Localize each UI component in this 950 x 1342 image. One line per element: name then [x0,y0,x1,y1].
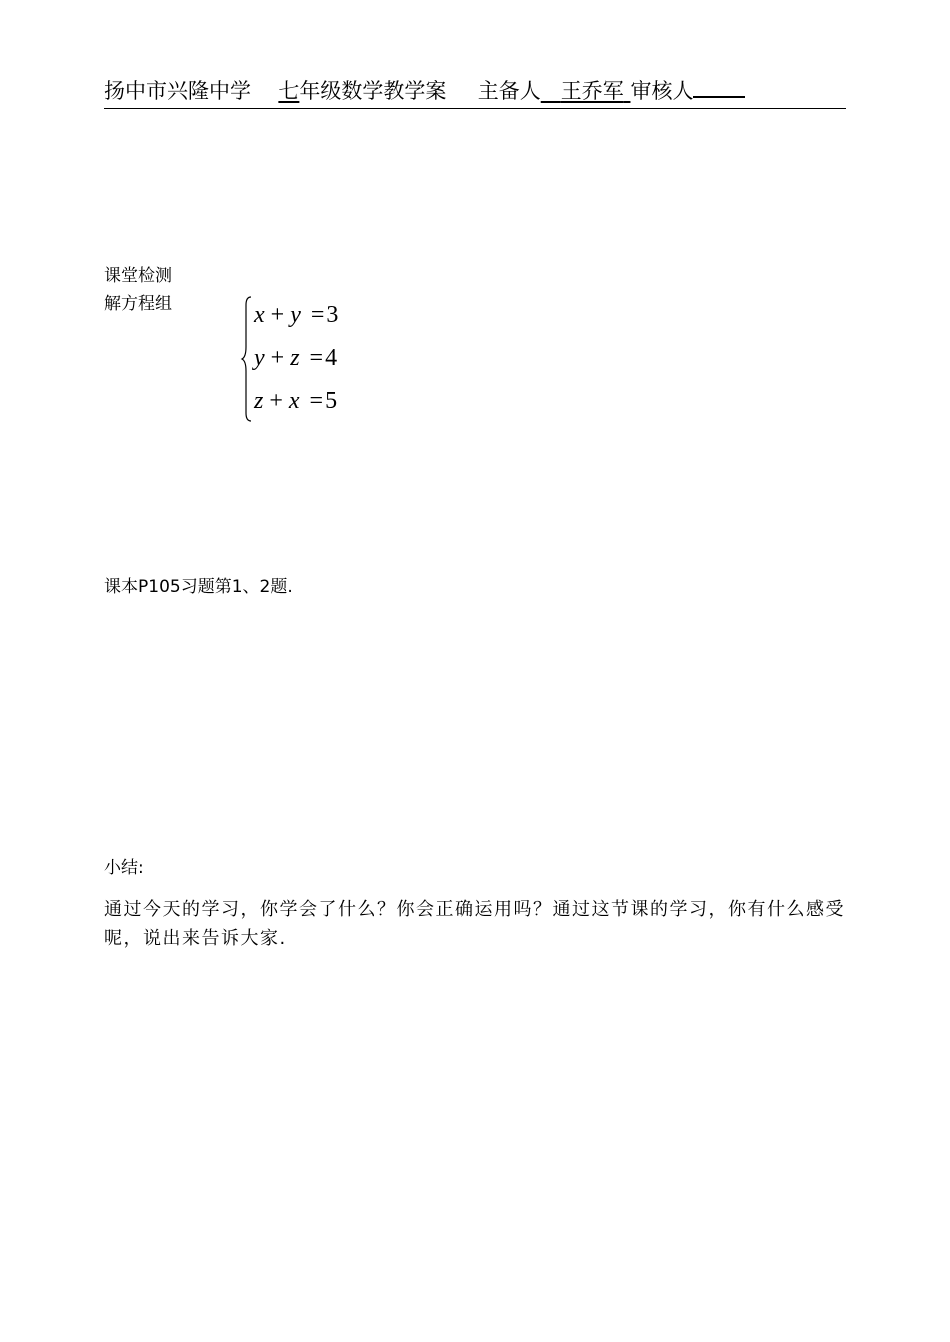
equation-3: z + x =5 [254,388,338,414]
preparer-label: 主备人 [477,79,541,103]
reviewer-blank [693,76,745,98]
reviewer-label: 审核人 [630,79,694,103]
section-heading-check: 课堂检测 [104,266,172,286]
equation-1: x + y =3 [254,302,339,328]
equation-system [240,295,380,423]
left-brace-icon [240,295,254,423]
summary-heading: 小结: [104,858,144,878]
school-name: 扬中市兴隆中学 [104,79,251,103]
task-label: 解方程组 [104,294,172,314]
preparer-name: 王乔军 [560,79,624,103]
page-header [104,76,846,109]
summary-paragraph: 通过今天的学习，你学会了什么？你会正确运用吗？通过这节课的学习，你有什么感受呢，说出来告诉大家. [104,899,845,949]
homework-line: 课本P105习题第1、2题. [104,577,293,597]
equation-2: y + z =4 [254,345,338,371]
grade-char: 七 [278,79,300,103]
course-title: 年级数学教学案 [299,79,447,103]
